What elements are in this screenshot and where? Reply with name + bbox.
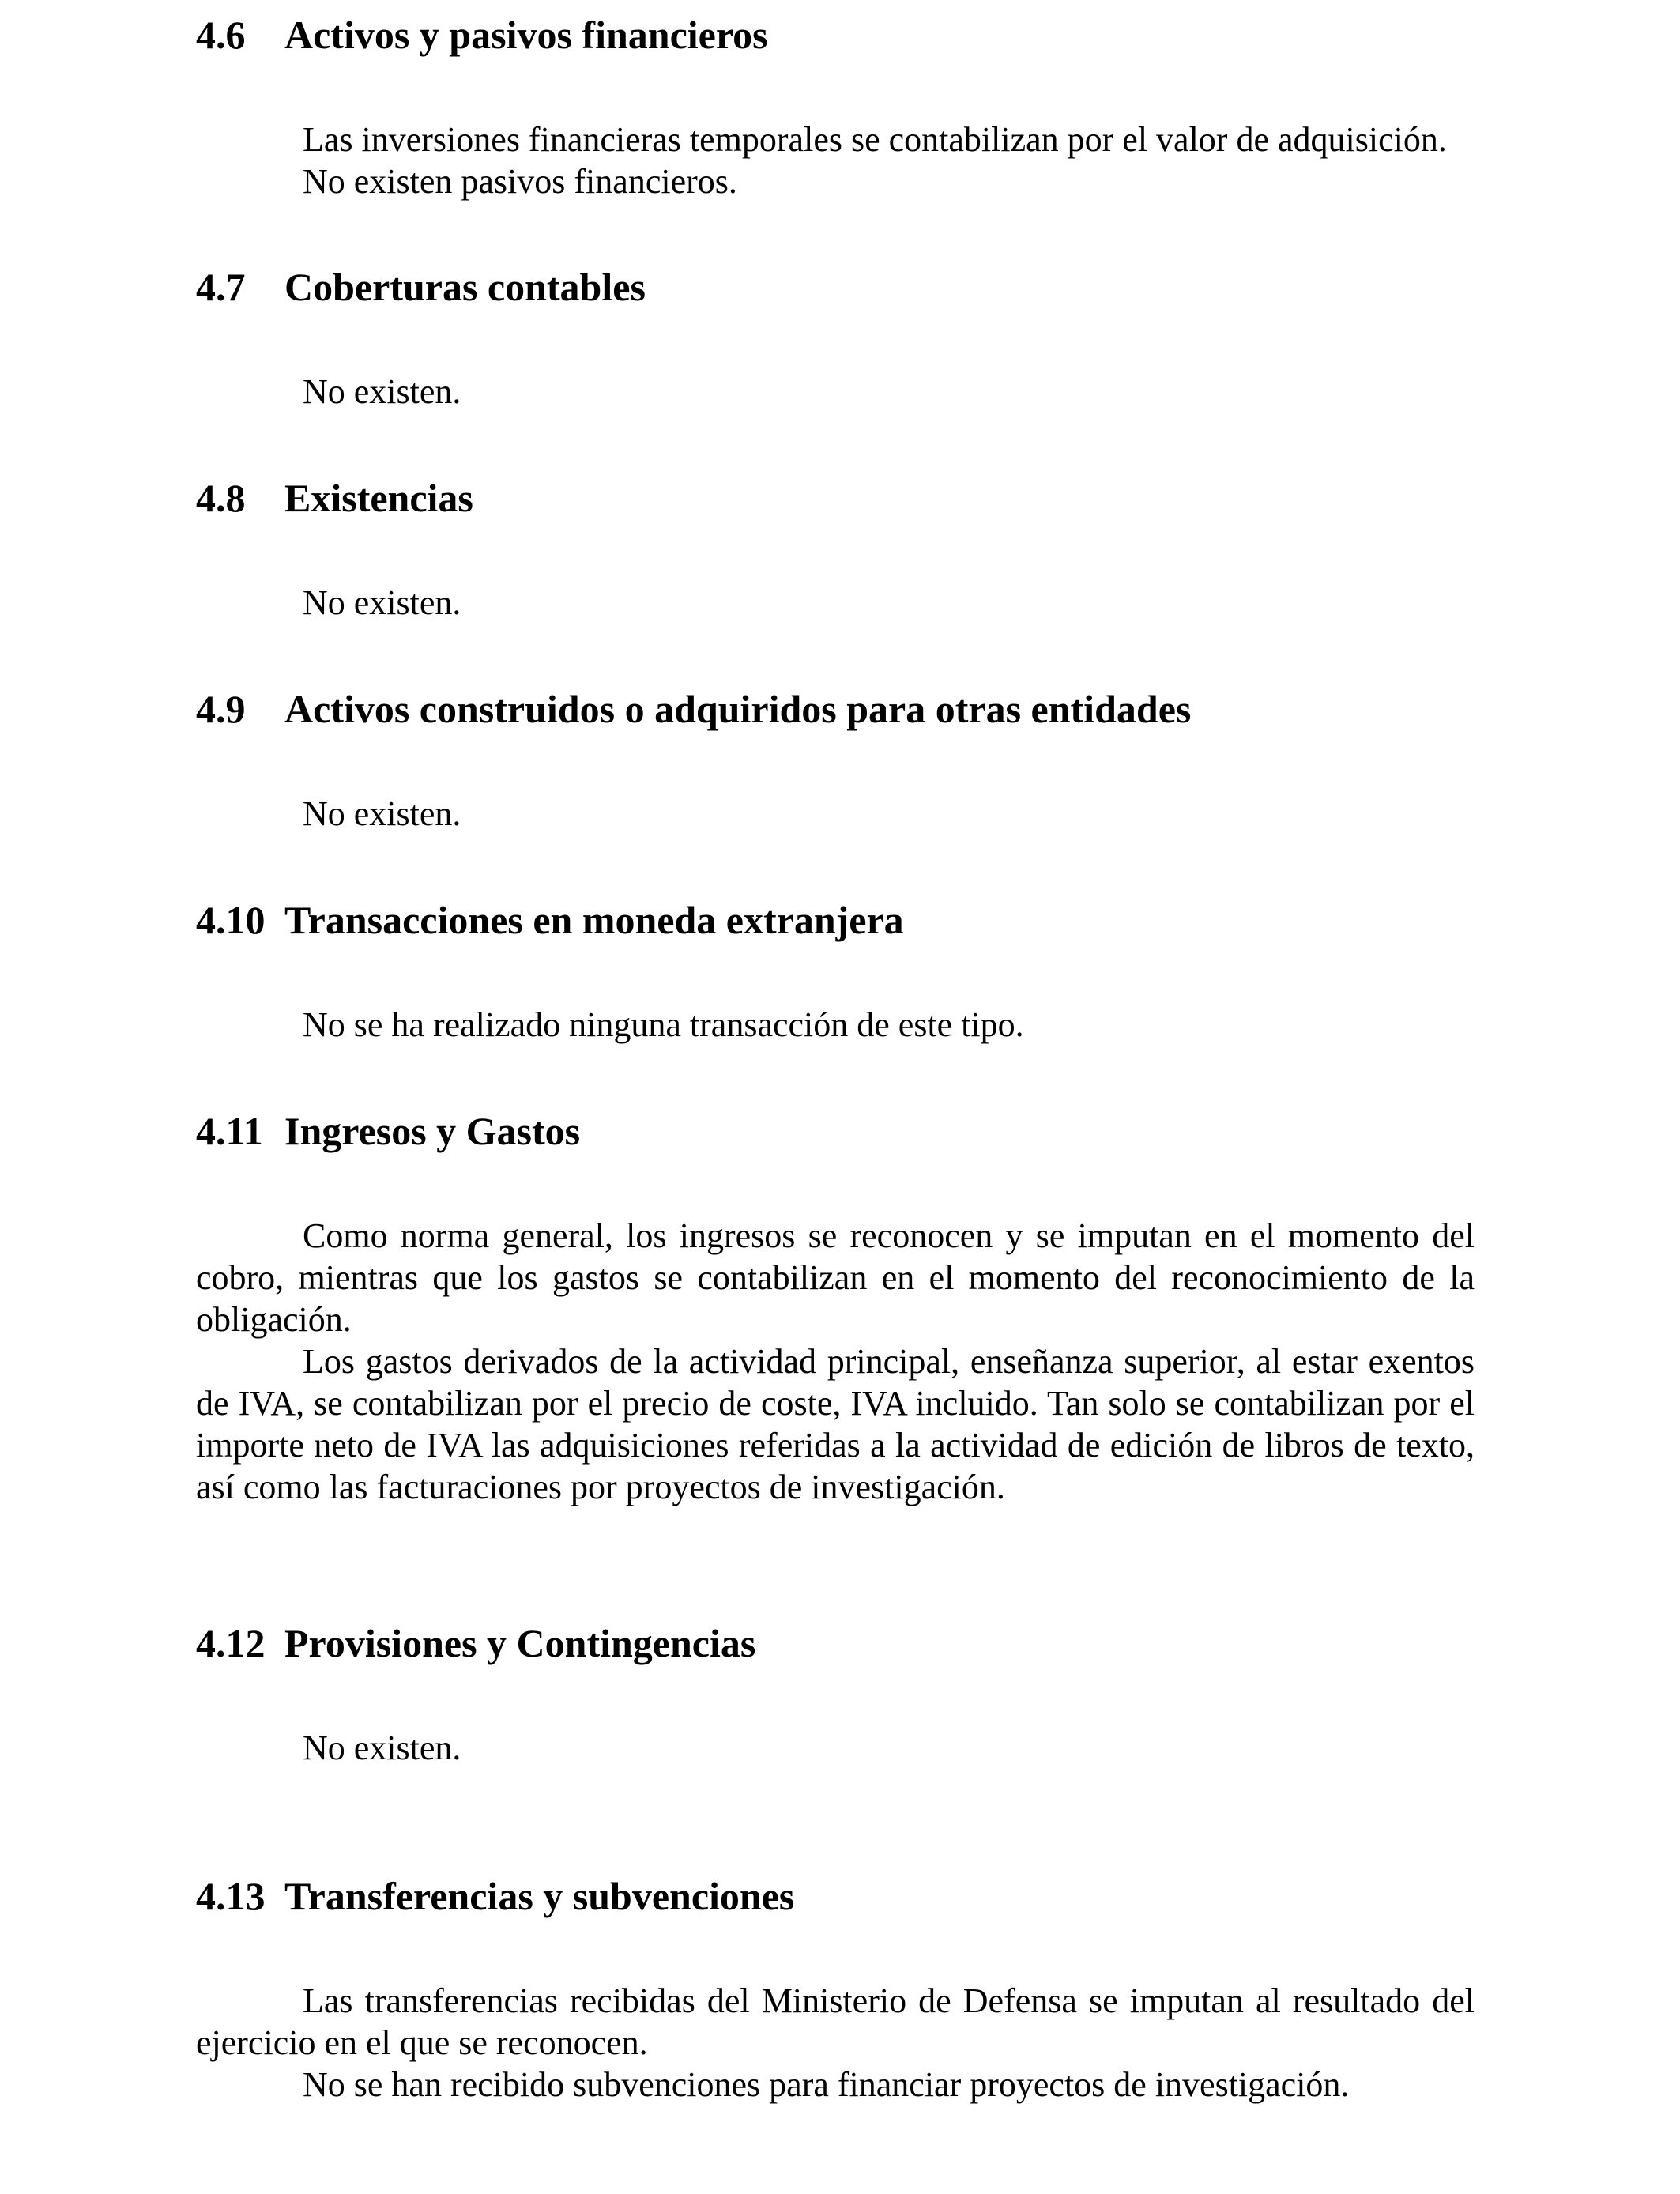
section-text-line: No se ha realizado ninguna transacción de este tipo. [303, 1005, 1024, 1044]
section-number: 4.13 [196, 1874, 266, 1918]
section-heading-4-8 [196, 474, 473, 522]
section-heading-4-7 [196, 263, 646, 311]
section-number: 4.10 [196, 898, 266, 942]
section-text-line: No existen. [303, 794, 461, 833]
section-text-line: No existen pasivos financieros. [303, 162, 737, 201]
section-title: Transacciones en moneda extranjera [284, 898, 904, 942]
section-number: 4.11 [196, 1109, 263, 1153]
section-paragraph: Como norma general, los ingresos se reconocen y se imputan en el momento del cobro, mientras que los gastos se contabilizan en el momento del reconocimiento de la obligación. [196, 1216, 1475, 1339]
section-text-line: No existen. [303, 372, 461, 411]
section-heading-4-11 [196, 1107, 580, 1155]
section-text-line: Las inversiones financieras temporales se contabilizan por el valor de adquisición. [303, 120, 1447, 159]
section-number: 4.6 [196, 13, 246, 57]
section-heading-4-12 [196, 1619, 755, 1667]
section-heading-4-10 [196, 896, 904, 944]
section-number: 4.9 [196, 687, 246, 731]
section-title: Transferencias y subvenciones [284, 1874, 795, 1918]
section-text-line: No existen. [303, 1728, 461, 1767]
section-text-line: No existen. [303, 583, 461, 622]
section-number: 4.7 [196, 265, 246, 309]
section-title: Ingresos y Gastos [284, 1109, 581, 1153]
section-heading-4-9 [196, 685, 1191, 733]
section-heading-4-13 [196, 1872, 794, 1920]
section-paragraph: Las transferencias recibidas del Ministerio de Defensa se imputan al resultado del ejercicio en el que se reconocen. [196, 1981, 1475, 2062]
section-title: Provisiones y Contingencias [284, 1621, 756, 1665]
section-paragraph: Los gastos derivados de la actividad principal, enseñanza superior, al estar exentos de IVA, se contabilizan por el precio de coste, IVA incluido. Tan solo se contabilizan por el importe neto de IVA las adquisiciones referidas a la actividad de edición de libros de texto, así como las facturaciones por proyectos de investigación. [196, 1342, 1475, 1506]
section-number: 4.8 [196, 476, 246, 520]
section-title: Coberturas contables [284, 265, 646, 309]
section-title: Existencias [284, 476, 473, 520]
section-text-line: No se han recibido subvenciones para financiar proyectos de investigación. [303, 2065, 1350, 2104]
section-title: Activos construidos o adquiridos para otras entidades [284, 687, 1192, 731]
section-number: 4.12 [196, 1621, 266, 1665]
section-title: Activos y pasivos financieros [284, 13, 768, 57]
section-heading-4-6 [196, 11, 768, 58]
